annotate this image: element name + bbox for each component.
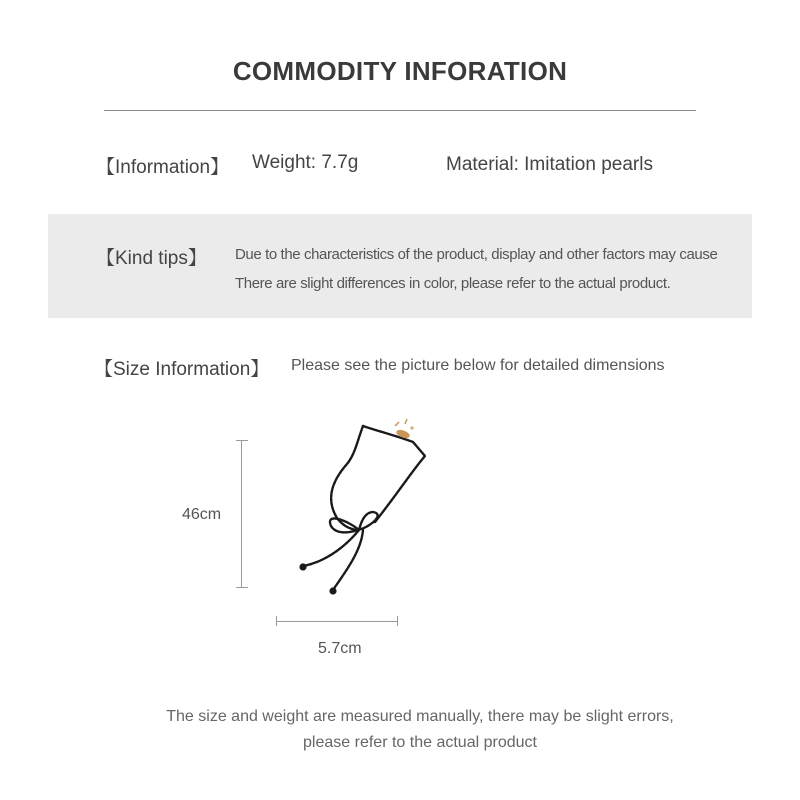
footer-note-line2: please refer to the actual product [303,734,537,751]
bead-right [329,587,336,594]
width-dimension-label: 5.7cm [318,640,362,657]
bead-left [299,563,306,570]
kind-tips-text-line2: There are slight differences in color, please refer to the actual product. [235,275,671,292]
information-label: 【Information】 [96,157,230,178]
width-dimension-line [276,616,398,626]
kind-tips-label: 【Kind tips】 [96,248,207,269]
size-information-description: Please see the picture below for detailed dimensions [291,357,665,374]
kind-tips-text-line1: Due to the characteristics of the product, display and other factors may cause [235,246,718,263]
footer-note-line1: The size and weight are measured manually, there may be slight errors, [166,708,674,725]
size-information-label: 【Size Information】 [94,359,270,380]
footer-note [0,704,800,756]
length-dimension-line [236,440,248,588]
length-dimension-label: 46cm [182,506,222,523]
weight-value: Weight: 7.7g [252,152,359,173]
page-title: COMMODITY INFORATION [232,56,568,86]
material-value: Material: Imitation pearls [446,154,653,175]
title-divider [104,110,696,111]
necklace-product-image [285,412,445,602]
